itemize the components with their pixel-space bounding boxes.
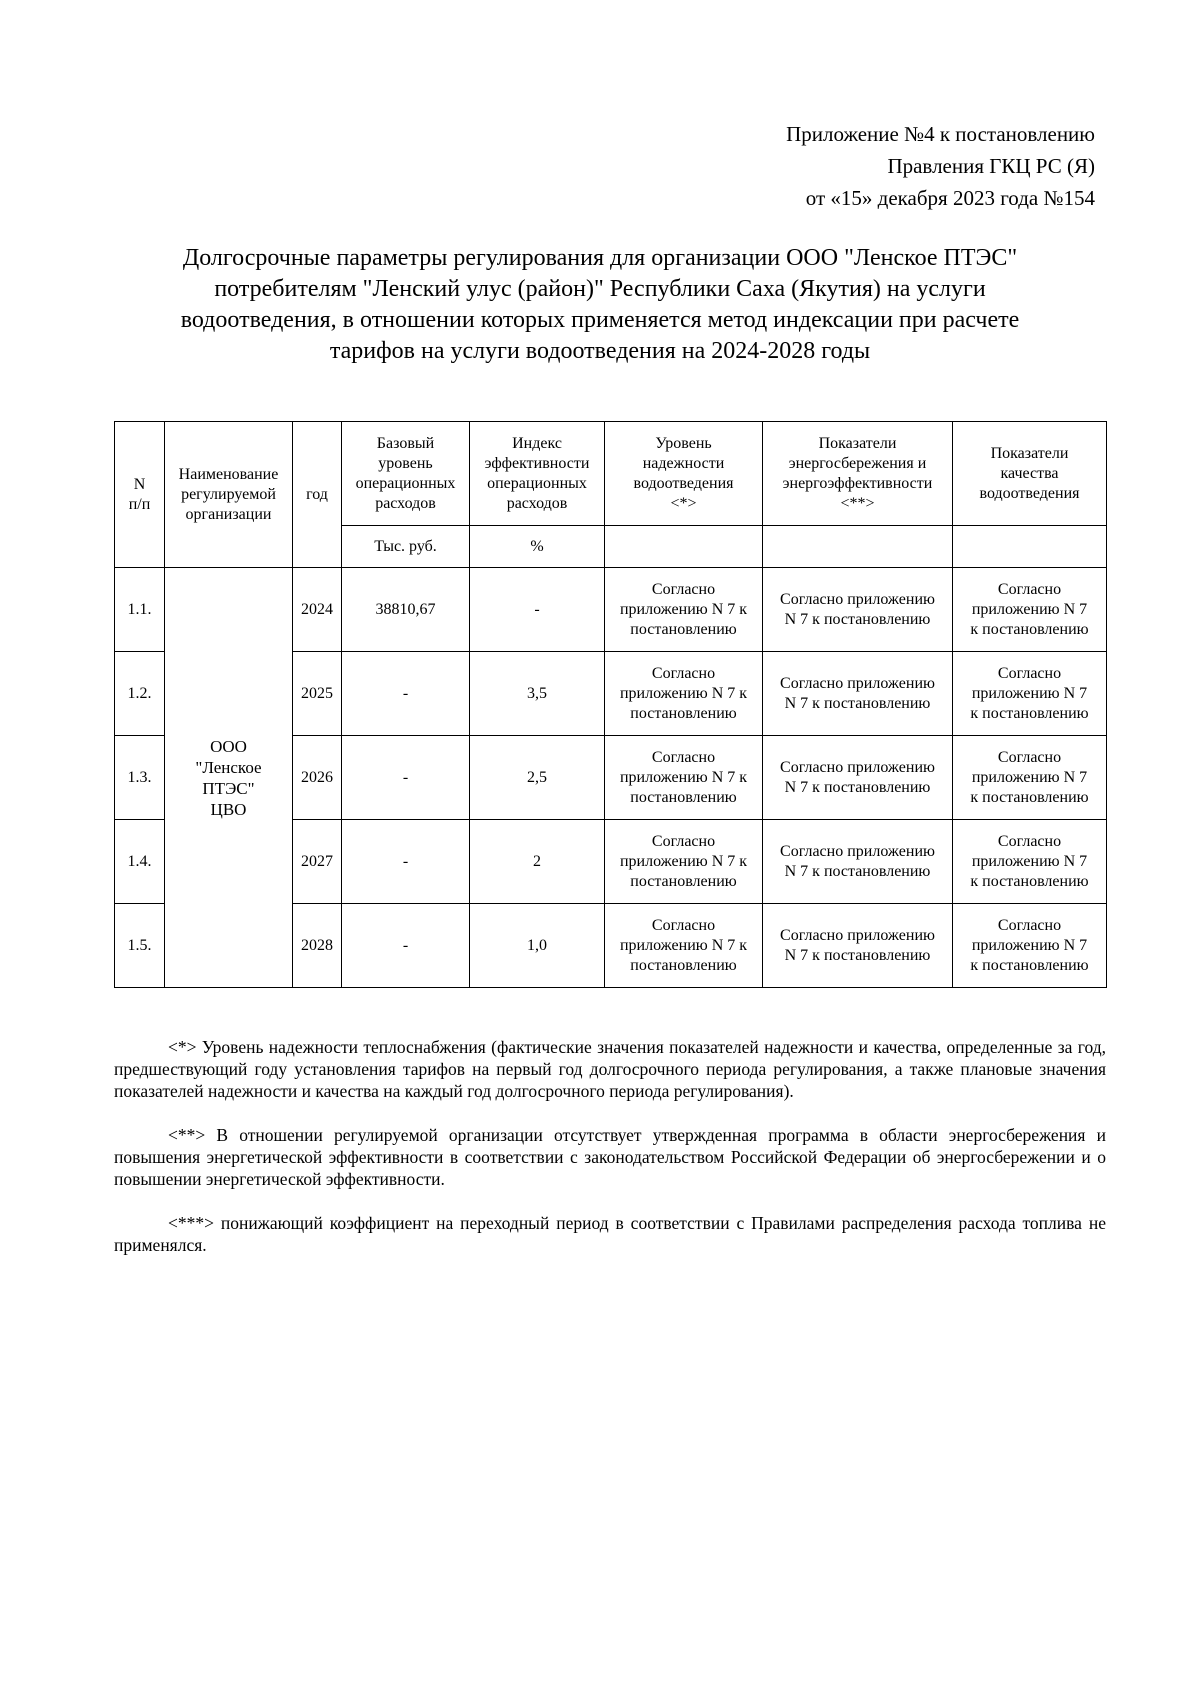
row-energy-saving: Согласно приложению N 7 к постановлению: [763, 652, 953, 736]
footnotes: [114, 1036, 1106, 1278]
row-efficiency-index: -: [470, 568, 605, 652]
row-efficiency-index: 1,0: [470, 904, 605, 988]
header-num: N п/п: [115, 422, 165, 568]
header-line-board: Правления ГКЦ РС (Я): [887, 154, 1095, 178]
table-row: [115, 568, 1107, 652]
unit-index: %: [470, 526, 605, 568]
row-energy-saving: Согласно приложению N 7 к постановлению: [763, 904, 953, 988]
title-line: Долгосрочные параметры регулирования для организации ООО "Ленское ПТЭС": [182, 245, 1018, 271]
footnote-coefficient: <***> понижающий коэффициент на переходный период в соответствии с Правилами распределения расхода топлива не применялся.: [114, 1213, 1106, 1255]
row-quality: Согласно приложению N 7 к постановлению: [953, 568, 1107, 652]
row-reliability: Согласно приложению N 7 к постановлению: [605, 904, 763, 988]
row-energy-saving: Согласно приложению N 7 к постановлению: [763, 820, 953, 904]
row-quality: Согласно приложению N 7 к постановлению: [953, 652, 1107, 736]
row-year: 2025: [293, 652, 342, 736]
row-reliability: Согласно приложению N 7 к постановлению: [605, 820, 763, 904]
row-year: 2028: [293, 904, 342, 988]
row-base-costs: 38810,67: [342, 568, 470, 652]
header-org: Наименование регулируемой организации: [165, 422, 293, 568]
table-header-row: [115, 422, 1107, 526]
unit-empty: [953, 526, 1107, 568]
document-header: [495, 118, 1095, 214]
row-base-costs: -: [342, 820, 470, 904]
row-efficiency-index: 3,5: [470, 652, 605, 736]
row-reliability: Согласно приложению N 7 к постановлению: [605, 736, 763, 820]
header-efficiency-index: Индекс эффективности операционных расходов: [470, 422, 605, 526]
row-base-costs: -: [342, 652, 470, 736]
row-quality: Согласно приложению N 7 к постановлению: [953, 736, 1107, 820]
row-year: 2026: [293, 736, 342, 820]
row-efficiency-index: 2: [470, 820, 605, 904]
header-line-date: от «15» декабря 2023 года №154: [805, 186, 1095, 210]
header-reliability: Уровень надежности водоотведения <*>: [605, 422, 763, 526]
unit-empty: [605, 526, 763, 568]
row-base-costs: -: [342, 736, 470, 820]
row-number: 1.2.: [115, 652, 165, 736]
row-number: 1.3.: [115, 736, 165, 820]
row-quality: Согласно приложению N 7 к постановлению: [953, 820, 1107, 904]
footnote-reliability: <*> Уровень надежности теплоснабжения (фактические значения показателей надежности и качества, определенные за год, предшествующий году установления тарифов на первый год долгосрочного периода регулирования, а также плановые значения показателей надежности и качества на каждый год долгосрочного периода регулирования).: [114, 1037, 1106, 1101]
row-energy-saving: Согласно приложению N 7 к постановлению: [763, 736, 953, 820]
row-number: 1.1.: [115, 568, 165, 652]
row-reliability: Согласно приложению N 7 к постановлению: [605, 652, 763, 736]
document-title: [105, 243, 1095, 367]
row-quality: Согласно приложению N 7 к постановлению: [953, 904, 1107, 988]
row-efficiency-index: 2,5: [470, 736, 605, 820]
organization-name: ООО "Ленское ПТЭС" ЦВО: [165, 568, 293, 988]
header-year: год: [293, 422, 342, 568]
title-line: водоотведения, в отношении которых применяется метод индексации при расчете: [180, 307, 1020, 333]
header-line-appendix: Приложение №4 к постановлению: [786, 122, 1095, 146]
header-energy-saving: Показатели энергосбережения и энергоэффективности <**>: [763, 422, 953, 526]
unit-empty: [763, 526, 953, 568]
row-year: 2027: [293, 820, 342, 904]
footnote-energy: <**> В отношении регулируемой организации отсутствует утвержденная программа в области энергосбережения и повышения энергетической эффективности в соответствии с законодательством Российской Федерации об энергосбережении и о повышении энергетической эффективности.: [114, 1125, 1106, 1189]
row-number: 1.5.: [115, 904, 165, 988]
row-base-costs: -: [342, 904, 470, 988]
header-quality: Показатели качества водоотведения: [953, 422, 1107, 526]
header-base-costs: Базовый уровень операционных расходов: [342, 422, 470, 526]
unit-base: Тыс. руб.: [342, 526, 470, 568]
row-energy-saving: Согласно приложению N 7 к постановлению: [763, 568, 953, 652]
parameters-table: [114, 421, 1107, 988]
row-year: 2024: [293, 568, 342, 652]
title-line: тарифов на услуги водоотведения на 2024-2028 годы: [329, 338, 871, 364]
row-number: 1.4.: [115, 820, 165, 904]
row-reliability: Согласно приложению N 7 к постановлению: [605, 568, 763, 652]
title-line: потребителям "Ленский улус (район)" Республики Саха (Якутия) на услуги: [214, 276, 986, 302]
